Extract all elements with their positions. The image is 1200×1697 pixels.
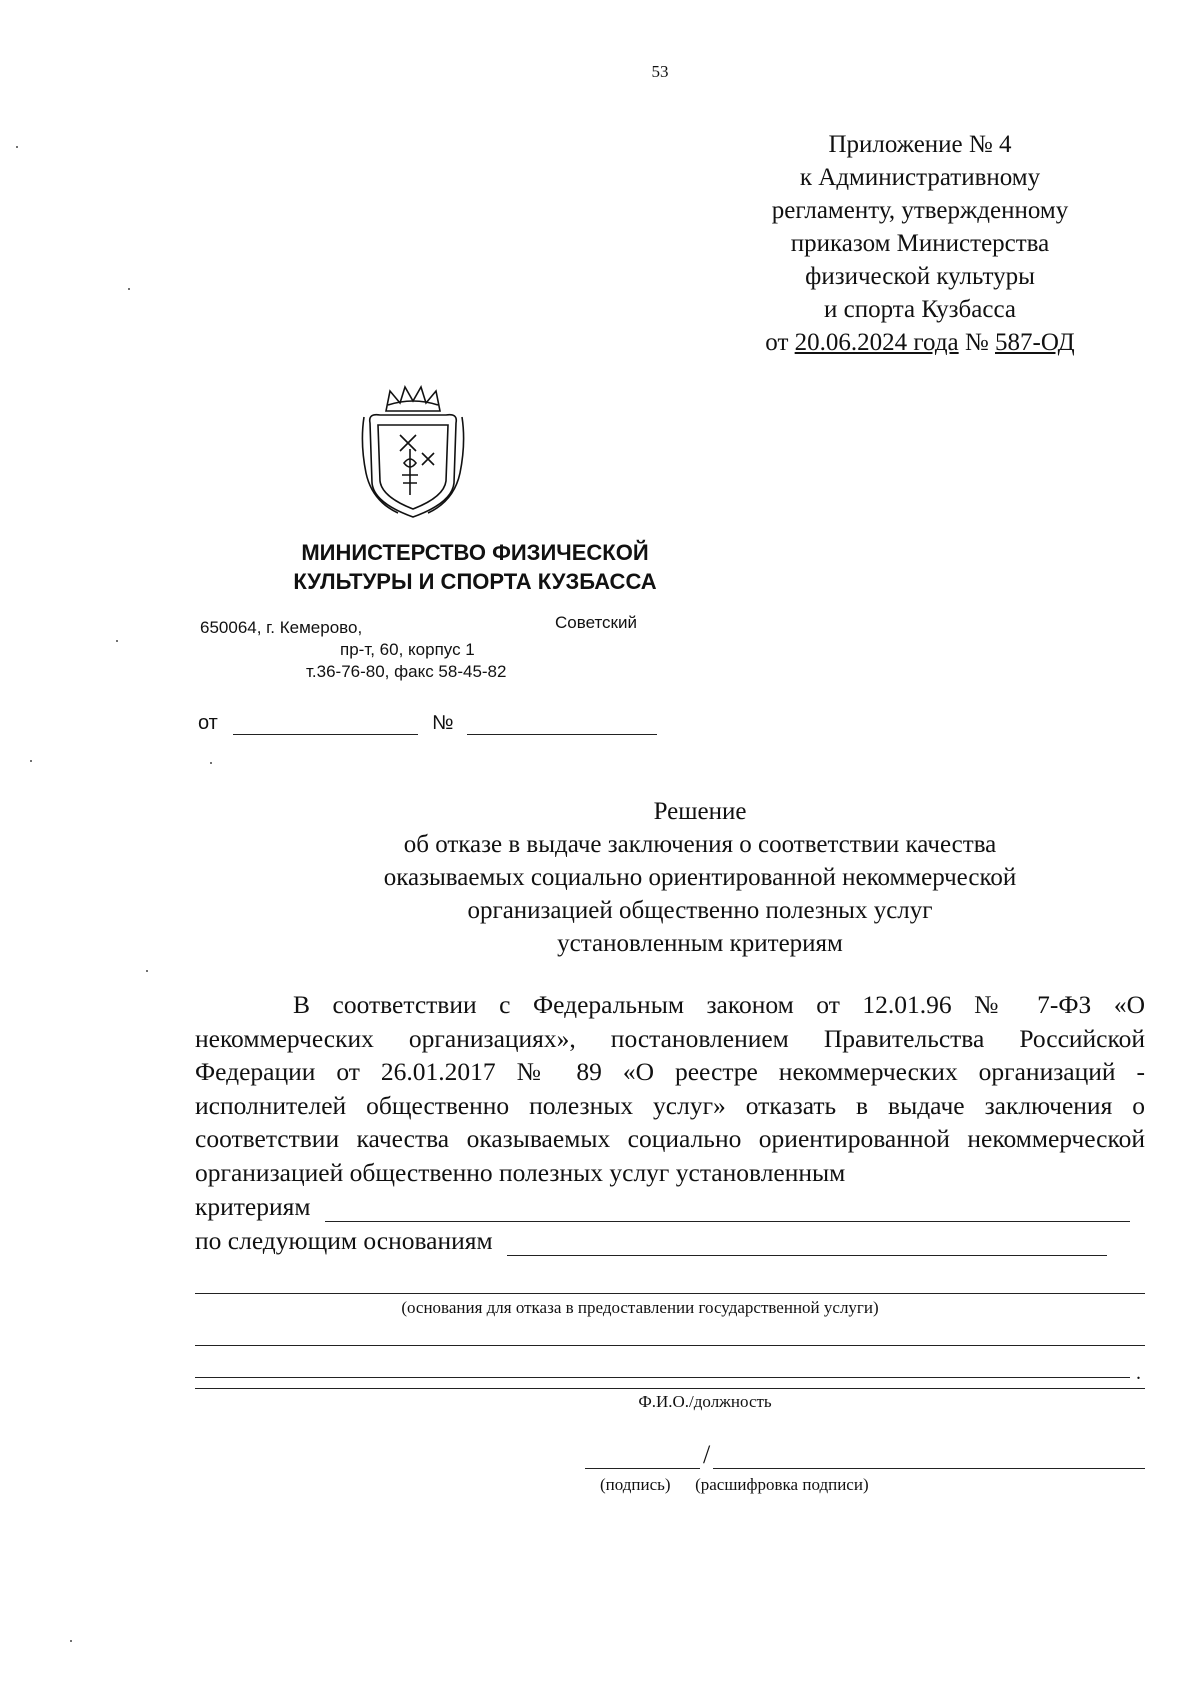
grounds-line-3[interactable] bbox=[195, 1377, 1130, 1378]
scan-speck bbox=[16, 146, 18, 148]
address-line-1: 650064, г. Кемерово, bbox=[200, 618, 363, 637]
decision-subtitle-line-1: об отказе в выдаче заключения о соответствии качества bbox=[403, 831, 997, 858]
grounds-caption: (основания для отказа в предоставлении государственной услуги) bbox=[401, 1298, 879, 1317]
letter-number-field[interactable] bbox=[467, 714, 657, 735]
signature-row bbox=[585, 1440, 1145, 1470]
page-number: 53 bbox=[651, 62, 669, 81]
official-caption: Ф.И.О./должность bbox=[638, 1392, 772, 1411]
order-date-prefix: от bbox=[765, 329, 789, 356]
appendix-header bbox=[710, 128, 1130, 359]
organization-name-line-2: КУЛЬТУРЫ И СПОРТА КУЗБАССА bbox=[293, 569, 657, 594]
official-line[interactable] bbox=[195, 1388, 1145, 1389]
kuzbass-coat-of-arms-icon bbox=[358, 383, 468, 523]
signature-caption: (подпись) bbox=[600, 1475, 671, 1494]
address-phone-fax: т.36-76-80, факс 58-45-82 bbox=[306, 662, 507, 681]
address-line-2: пр-т, 60, корпус 1 bbox=[340, 640, 475, 659]
signature-transcript-caption: (расшифровка подписи) bbox=[695, 1475, 869, 1494]
decision-title: Решение bbox=[653, 798, 747, 825]
appendix-line-6: и спорта Кузбасса bbox=[824, 296, 1016, 323]
decision-subtitle-line-3: организацией общественно полезных услуг bbox=[467, 897, 933, 924]
appendix-order-line bbox=[710, 326, 1130, 359]
order-number: 587-ОД bbox=[995, 329, 1075, 356]
signature-separator: / bbox=[703, 1440, 711, 1469]
appendix-line-5: физической культуры bbox=[805, 263, 1035, 290]
decision-subtitle-line-2: оказываемых социально ориентированной некоммерческой bbox=[383, 864, 1017, 891]
letter-date-field[interactable] bbox=[233, 714, 418, 735]
grounds-period: . bbox=[1136, 1362, 1141, 1384]
decision-subtitle-line-4: установленным критериям bbox=[557, 930, 843, 957]
scan-speck bbox=[70, 1640, 72, 1642]
address-street: Советский bbox=[555, 613, 637, 632]
grounds-label: по следующим основаниям bbox=[195, 1226, 493, 1255]
letter-date-label: от bbox=[198, 712, 218, 734]
letter-date-number-row bbox=[198, 712, 657, 735]
grounds-line-2[interactable] bbox=[195, 1345, 1145, 1346]
order-date: 20.06.2024 года bbox=[794, 329, 959, 356]
scan-speck bbox=[30, 760, 32, 762]
letter-number-label: № bbox=[431, 712, 454, 734]
grounds-line-1[interactable] bbox=[195, 1293, 1145, 1294]
appendix-line-2: к Административному bbox=[799, 164, 1041, 191]
signature-captions bbox=[600, 1475, 869, 1495]
organization-name bbox=[225, 538, 725, 596]
grounds-row bbox=[195, 1226, 1155, 1256]
appendix-line-1: Приложение № 4 bbox=[828, 131, 1012, 158]
scan-speck bbox=[116, 640, 118, 642]
signature-transcript-field[interactable] bbox=[713, 1468, 1145, 1469]
organization-name-line-1: МИНИСТЕРСТВО ФИЗИЧЕСКОЙ bbox=[301, 540, 649, 565]
decision-body-text: В соответствии с Федеральным законом от 12.01.96 № 7-ФЗ «О некоммерческих организациях», постановлением Правительства Российской Федерации от 26.01.2017 № 89 «О реестре некоммерческих организаций - исполнителей общественно полезных услуг» отказать в выдаче заключения о соответствии качества оказываемых социально ориентированной некоммерческой организацией общественно полезных услуг установленным bbox=[195, 990, 1145, 1187]
grounds-field[interactable] bbox=[507, 1231, 1107, 1256]
criteria-row bbox=[195, 1192, 1155, 1222]
appendix-line-3: регламенту, утвержденному bbox=[771, 197, 1069, 224]
scan-speck bbox=[210, 762, 212, 764]
signature-field[interactable] bbox=[585, 1468, 700, 1469]
criteria-field[interactable] bbox=[325, 1197, 1130, 1222]
scan-speck bbox=[128, 288, 130, 290]
decision-title-block bbox=[250, 795, 1150, 960]
appendix-line-4: приказом Министерства bbox=[790, 230, 1050, 257]
scan-speck bbox=[146, 970, 148, 972]
order-number-sign: № bbox=[964, 329, 989, 356]
criteria-label: критериям bbox=[195, 1192, 311, 1221]
